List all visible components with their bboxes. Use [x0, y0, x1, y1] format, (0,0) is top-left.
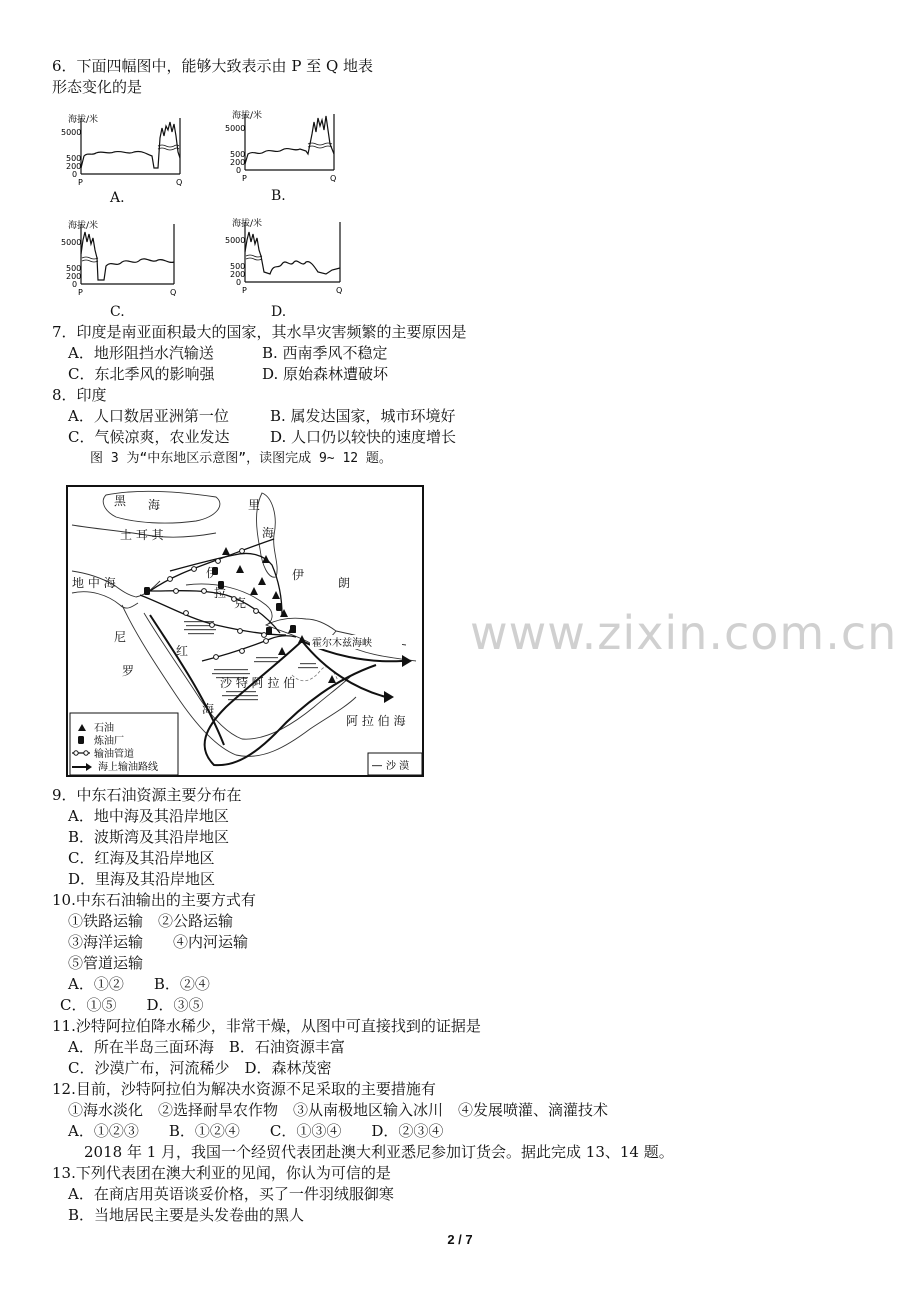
q13-option-a: A．在商店用英语谈妥价格，买了一件羽绒服御寒 [68, 1185, 394, 1203]
map-label-iran: 朗 [338, 576, 351, 590]
q8-option-c: C．气候凉爽，农业发达 [68, 428, 230, 446]
q10-options-cd: C．①⑤ D．③⑤ [60, 996, 204, 1014]
q7-option-d: D. 原始森林遭破坏 [262, 365, 389, 383]
q10-line-3: ⑤管道运输 [68, 954, 144, 972]
q-label: Q [336, 286, 343, 295]
axis-label: 海拔/米 [68, 221, 99, 231]
legend-refinery: 炼油厂 [94, 736, 124, 747]
q8-stem: 8．印度 [52, 386, 107, 404]
q8-option-a: A．人口数居亚洲第一位 [68, 407, 229, 425]
tick-label: 0 [72, 280, 78, 289]
map-label-iraq: 伊 [206, 566, 219, 580]
page-number: 2 / 7 [447, 1232, 473, 1247]
map-label-caspian: 海 [262, 526, 275, 540]
profile-label-a: A. [110, 190, 125, 206]
q7-stem: 7．印度是南亚面积最大的国家，其水旱灾害频繁的主要原因是 [52, 323, 467, 341]
tick-label: 5000 [225, 124, 246, 133]
q13-stem: 13.下列代表团在澳大利亚的见闻，你认为可信的是 [52, 1164, 391, 1182]
q10-line-2: ③海洋运输 ④内河运输 [68, 933, 249, 951]
p-label: P [242, 286, 247, 295]
map-label-iran: 伊 [292, 568, 305, 582]
map-label-nile: 罗 [122, 664, 135, 678]
map-label-arabian-sea: 阿 拉 伯 海 [346, 714, 406, 728]
q9-option-d: D．里海及其沿岸地区 [68, 870, 216, 888]
q8-option-d: D. 人口仍以较快的速度增长 [270, 428, 457, 446]
q7-option-c: C．东北季风的影响强 [68, 365, 215, 383]
tick-label: 500 [66, 264, 82, 273]
q10-line-1: ①铁路运输 ②公路运输 [68, 912, 234, 930]
map-label-red-sea: 红 [176, 644, 189, 658]
profile-label-c: C. [110, 304, 125, 320]
profile-chart-d [222, 212, 362, 312]
q13-option-b: B．当地居民主要是头发卷曲的黑人 [68, 1206, 305, 1224]
tick-label: 500 [230, 150, 246, 159]
legend-sea-route: 海上输油路线 [98, 762, 158, 773]
tick-label: 500 [66, 154, 82, 163]
q9-option-a: A．地中海及其沿岸地区 [68, 807, 229, 825]
map-label-black-sea: 海 [148, 498, 161, 512]
profile-chart-b [222, 104, 362, 204]
q9-stem: 9．中东石油资源主要分布在 [52, 786, 242, 804]
middle-east-map [66, 485, 426, 779]
legend-pipeline: 输油管道 [94, 749, 134, 760]
map-label-caspian: 里 [248, 498, 261, 512]
q11-options-ab: A．所在半岛三面环海 B．石油资源丰富 [68, 1038, 345, 1056]
p-label: P [78, 288, 83, 297]
map-label-hormuz: 霍尔木兹海峡 [312, 638, 372, 649]
profile-label-d: D. [271, 304, 287, 320]
map-label-red-sea: 海 [202, 702, 215, 716]
q7-option-b: B. 西南季风不稳定 [262, 344, 388, 362]
q12-options: A．①②③ B．①②④ C．①③④ D．②③④ [68, 1122, 444, 1140]
q7-option-a: A．地形阻挡水汽输送 [68, 344, 214, 362]
tick-label: 5000 [225, 236, 246, 245]
q11-stem: 11.沙特阿拉伯降水稀少，非常干燥，从图中可直接找到的证据是 [52, 1017, 481, 1035]
q6-stem-line1: 6．下面四幅图中，能够大致表示由 P 至 Q 地表 [52, 57, 374, 75]
q6-stem-line2: 形态变化的是 [52, 78, 143, 96]
p-label: P [78, 178, 83, 187]
profile-chart-c [58, 214, 198, 314]
tick-label: 0 [236, 278, 242, 287]
map-label-turkey: 土 耳 其 [120, 528, 164, 542]
q9-option-c: C．红海及其沿岸地区 [68, 849, 215, 867]
intro-13-14: 2018 年 1 月，我国一个经贸代表团赴澳大利亚悉尼参加订货会。据此完成 13、14 题。 [84, 1143, 674, 1161]
tick-label: 0 [236, 166, 242, 175]
axis-label: 海拔/米 [68, 115, 99, 125]
tick-label: 200 [66, 162, 82, 171]
tick-label: 200 [230, 158, 246, 167]
q10-options-ab: A．①② B．②④ [68, 975, 210, 993]
p-label: P [242, 174, 247, 183]
refinery-icon [78, 736, 84, 744]
q11-options-cd: C．沙漠广布，河流稀少 D．森林茂密 [68, 1059, 332, 1077]
legend-oil: 石油 [94, 723, 114, 734]
map-label-nile: 尼 [114, 630, 127, 644]
q8-option-b: B. 属发达国家，城市环境好 [270, 407, 456, 425]
legend-desert: 沙 漠 [386, 761, 410, 772]
tick-label: 200 [230, 270, 246, 279]
tick-label: 5000 [61, 128, 82, 137]
tick-label: 0 [72, 170, 78, 179]
map-label-iraq: 拉 [214, 586, 227, 600]
map-label-saudi: 沙 特 阿 拉 伯 [220, 676, 296, 690]
q10-stem: 10.中东石油输出的主要方式有 [52, 891, 256, 909]
q-label: Q [330, 174, 337, 183]
tick-label: 500 [230, 262, 246, 271]
q-label: Q [170, 288, 177, 297]
q-label: Q [176, 178, 183, 187]
tick-label: 200 [66, 272, 82, 281]
profile-chart-a [58, 108, 198, 208]
map-label-iraq: 克 [234, 596, 247, 610]
q12-choices: ①海水淡化 ②选择耐旱农作物 ③从南极地区输入冰川 ④发展喷灌、滴灌技术 [68, 1101, 609, 1119]
axis-label: 海拔/米 [232, 219, 263, 229]
map-label-black-sea: 黑 [114, 494, 127, 508]
watermark: www.zixin.com.cn [470, 606, 898, 660]
map-label-mediterranean: 地 中 海 [72, 576, 116, 590]
tick-label: 5000 [61, 238, 82, 247]
q12-stem: 12.目前，沙特阿拉伯为解决水资源不足采取的主要措施有 [52, 1080, 436, 1098]
axis-label: 海拔/米 [232, 111, 263, 121]
intro-9-12: 图 3 为“中东地区示意图”，读图完成 9~ 12 题。 [90, 451, 392, 466]
q9-option-b: B．波斯湾及其沿岸地区 [68, 828, 230, 846]
profile-label-b: B. [271, 188, 286, 204]
